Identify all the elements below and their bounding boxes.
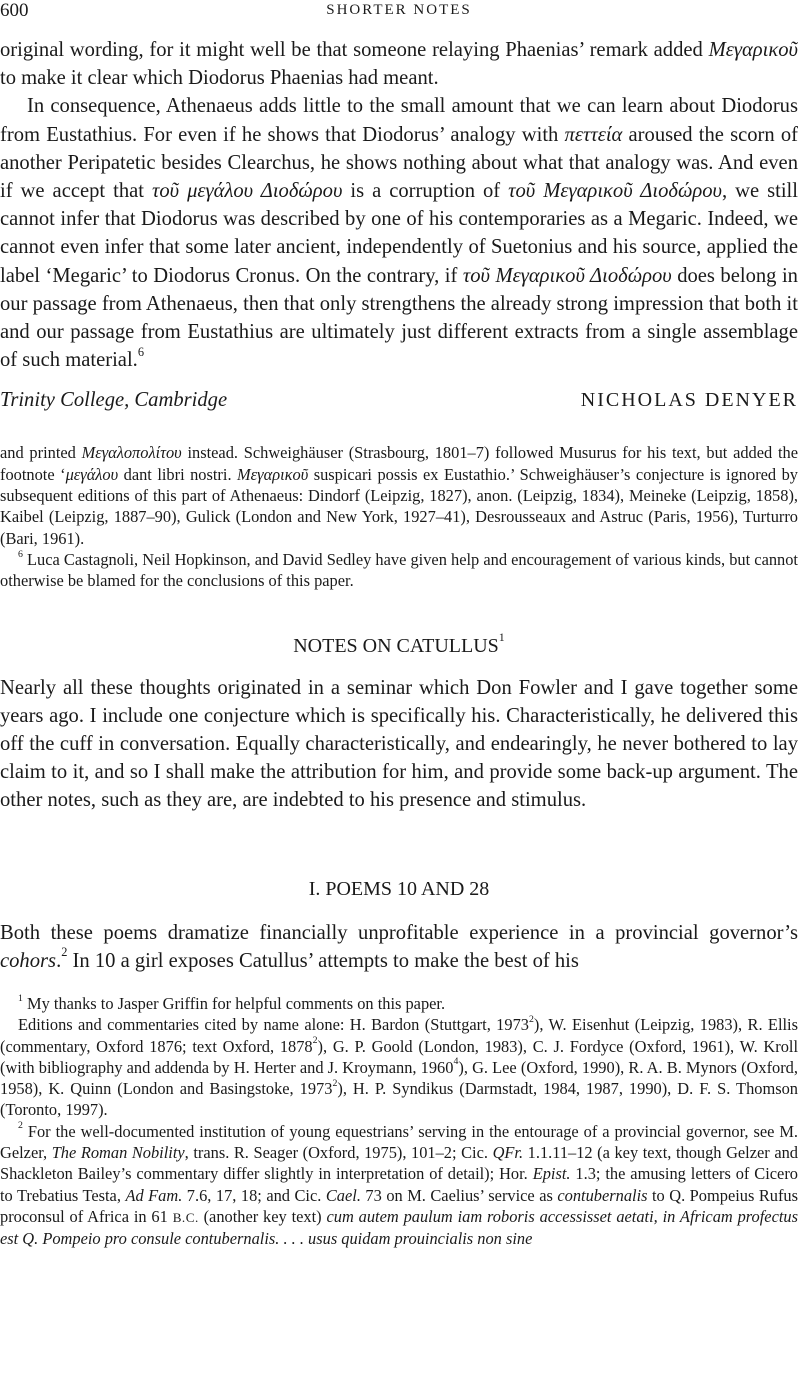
- footnote-number: 6: [18, 548, 23, 560]
- main-text: [0, 36, 798, 414]
- page-number: 600: [0, 0, 29, 21]
- page-body: [0, 36, 798, 1250]
- text-run: In consequence, Athenaeus adds little to the small amount that we can learn about Diodorus from Eustathius. For even if he shows that Diodorus’ analogy with: [0, 95, 798, 146]
- signature: [0, 386, 798, 414]
- edition-superscript: 2: [332, 1077, 338, 1089]
- edition-superscript: 4: [453, 1056, 459, 1068]
- text-run: Both these poems dramatize financially unprofitable experience in a provincial governor’s: [0, 921, 798, 944]
- article-title-text: NOTES ON CATULLUS: [293, 634, 499, 657]
- article-title: [0, 632, 798, 660]
- running-head: SHORTER NOTES: [326, 2, 472, 18]
- edition-superscript: 2: [312, 1035, 318, 1047]
- greek-term: τοῦ μεγάλου Διοδώρου: [151, 180, 343, 203]
- italic-title: Ad Fam.: [125, 1185, 183, 1205]
- italic-title: The Roman Nobility: [51, 1143, 185, 1163]
- section-heading: I. POEMS 10 AND 28: [308, 877, 490, 900]
- text-run: .: [56, 949, 62, 972]
- text-run: is a corruption of: [342, 180, 509, 203]
- small-caps-term: B.C.: [172, 1209, 199, 1225]
- text-run: 73 on M. Caelius’ service as: [360, 1185, 558, 1205]
- text-run: 7.6, 17, 18; and Cic.: [182, 1185, 326, 1205]
- text-run: aroused the scorn of another Peripatetic besides Clearchus, he shows nothing about what that analogy was. And even if we accept that: [0, 123, 799, 203]
- text-run: Luca Castagnoli, Neil Hopkinson, and David Sedley have given help and encouragement of various kinds, but cannot otherwise be blamed for the conclusions of this paper.: [0, 549, 798, 591]
- text-run: suspicari possis ex Eustathio.’ Schweighäuser’s conjecture is ignored by subsequent editions of this part of Athenaeus: Dindorf (Leipzig, 1827), anon. (Leipzig, 1834), Meineke (Leipzig, 1858), Kaibel (Leipzig, 1887–90), Gulick (London and New York, 1927–41), Desrousseaux and Astruc (Paris, 1956), Turturro (Bari, 1961).: [0, 464, 798, 548]
- paragraph-consequence: [0, 92, 798, 374]
- text-run: 1.1.11–12 (a key text, though Gelzer and Shackleton Bailey’s commentary differ slightly in interpretation of detail); Hor.: [0, 1143, 798, 1184]
- greek-term: μεγάλου: [65, 464, 119, 484]
- intro-paragraph: Nearly all these thoughts originated in a seminar which Don Fowler and I gave together some years ago. I include one conjecture which is specifically his. Characteristically, he delivered this off the cuff in conversation. Equally characteristically, and endearingly, he never bothered to lay claim to it, and so I shall make the attribution for him, and provide some back-up argument. The other notes, such as they are, are indebted to his presence and stimulus.: [0, 676, 798, 812]
- greek-term: τοῦ Μεγαρικοῦ Διοδώρου: [462, 264, 672, 287]
- section-paragraph: [0, 919, 798, 975]
- text-run: In 10 a girl exposes Catullus’ attempts to make the best of his: [67, 949, 579, 972]
- italic-term: cohors: [0, 949, 57, 972]
- article-intro: [0, 674, 798, 815]
- signature-author: NICHOLAS DENYER: [580, 389, 798, 412]
- text-run: , trans. R. Seager (Oxford, 1975), 101–2; Cic.: [184, 1143, 493, 1163]
- footnote-ref-6[interactable]: 6: [137, 344, 144, 359]
- latin-quotation: cum autem paulum iam roboris accessisset aetati, in Africam profectus est Q. Pompeio pro consule contubernalis. . . . usus quidam prouincialis non sine: [0, 1206, 798, 1249]
- text-run: original wording, for it might well be that someone relaying Phaenias’ remark added: [0, 39, 709, 61]
- footnote-number: 1: [18, 992, 23, 1004]
- paragraph-continued: [0, 36, 798, 92]
- footnote-editions: [0, 1014, 798, 1120]
- italic-title: Epist.: [532, 1164, 571, 1184]
- greek-term: τοῦ Μεγαρικοῦ Διοδώρου: [508, 180, 722, 203]
- italic-title: Cael.: [325, 1185, 361, 1205]
- greek-term: πεττεία: [564, 123, 623, 146]
- edition-superscript: 2: [528, 1013, 534, 1025]
- page-header: [0, 0, 798, 24]
- footnote-5-continued: [0, 442, 798, 548]
- footnote-6: [0, 549, 798, 592]
- text-run: to make it clear which Diodorus Phaenias had meant.: [0, 67, 439, 90]
- text-run: ), W. Eisenhut (Leipzig, 1983), R. Ellis (commentary, Oxford 1876; text Oxford, 1878: [0, 1015, 798, 1056]
- signature-institution: Trinity College, Cambridge: [0, 389, 228, 412]
- text-run: does belong in our passage from Athenaeus, then that only strengthens the already strong impression that both it and our passage from Eustathius are ultimately just different extracts from a single assemblage of such material.: [0, 264, 798, 372]
- footnote-2: [0, 1121, 798, 1250]
- text-run: Editions and commentaries cited by name alone: H. Bardon (Stuttgart, 1973: [18, 1015, 529, 1035]
- greek-term: Μεγαρικοῦ: [708, 39, 798, 61]
- footnote-ref-2[interactable]: 2: [61, 945, 68, 960]
- greek-term: Μεγαρικοῦ: [237, 464, 309, 484]
- italic-term: contubernalis: [557, 1185, 648, 1205]
- italic-title: QFr.: [492, 1143, 524, 1163]
- text-run: instead. Schweighäuser (Strasbourg, 1801–7) followed Musurus for his text, but added the footnote ‘: [0, 443, 798, 484]
- text-run: (another key text): [198, 1206, 327, 1226]
- text-run: My thanks to Jasper Griffin for helpful comments on this paper.: [22, 993, 446, 1013]
- text-run: 1.3; the amusing letters of Cicero to Trebatius Testa,: [0, 1164, 798, 1205]
- text-run: ), G. Lee (Oxford, 1990), R. A. B. Mynors (Oxford, 1958), K. Quinn (London and Basingstoke, 1973: [0, 1057, 798, 1099]
- text-run: , we still cannot infer that Diodorus was described by one of his contemporaries as a Megaric. Indeed, we cannot even infer that some later ancient, independently of Suetonius and his source, applied the label ‘Megaric’ to Diodorus Cronus. On the contrary, if: [0, 180, 798, 287]
- text-run: ), G. P. Goold (London, 1983), C. J. Fordyce (Oxford, 1961), W. Kroll (with bibliography and addenda by H. Herter and J. Kroymann, 1960: [0, 1036, 799, 1077]
- text-run: dant libri nostri.: [118, 464, 238, 484]
- greek-term: Μεγαλοπολίτου: [81, 443, 182, 463]
- text-run: ), H. P. Syndikus (Darmstadt, 1984, 1987, 1990), D. F. S. Thomson (Toronto, 1997).: [0, 1079, 798, 1120]
- section-text: [0, 919, 798, 975]
- footnote-ref-1[interactable]: 1: [498, 630, 505, 645]
- text-run: to Q. Pompeius Rufus proconsul of Africa in 61: [0, 1185, 799, 1226]
- text-run: For the well-documented institution of young equestrians’ serving in the entourage of a provincial governor, see M. Gelzer,: [0, 1121, 798, 1163]
- footnote-number: 2: [18, 1120, 23, 1132]
- text-run: and printed: [0, 443, 82, 463]
- footnotes-second: [0, 993, 798, 1250]
- footnote-1: [0, 993, 798, 1014]
- footnotes-first: [0, 442, 798, 591]
